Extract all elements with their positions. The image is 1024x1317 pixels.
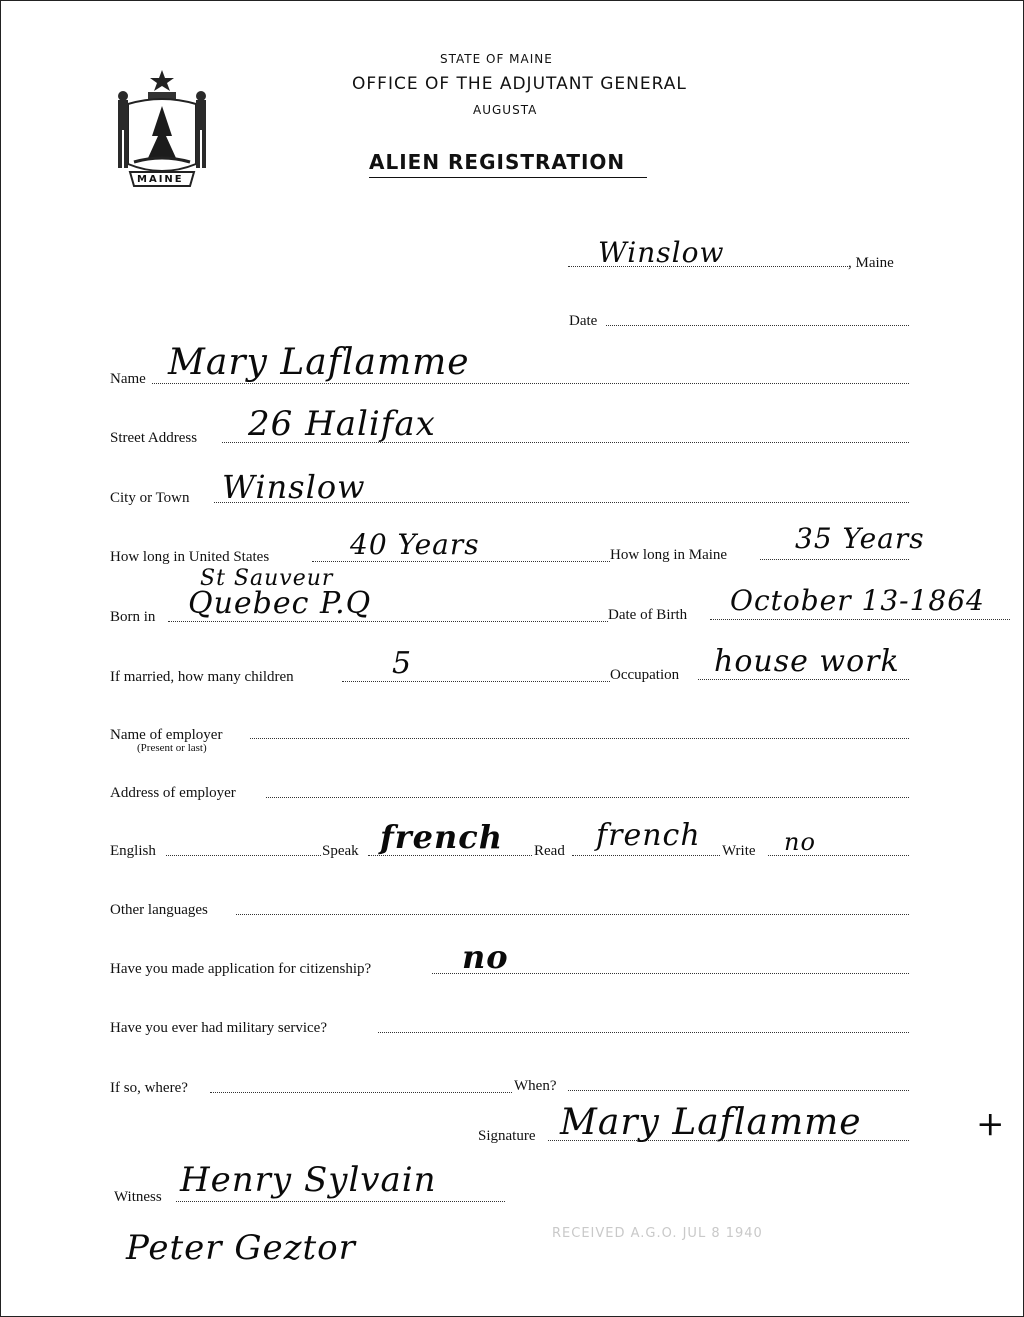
witness-line bbox=[176, 1201, 505, 1202]
signature-handwriting: Mary Laflamme bbox=[560, 1102, 862, 1143]
how-long-us-line bbox=[312, 561, 610, 562]
seal-banner-text: MAINE bbox=[137, 174, 184, 185]
received-stamp: RECEIVED A.G.O. JUL 8 1940 bbox=[552, 1226, 763, 1241]
employer-line bbox=[250, 738, 909, 739]
years-maine-handwriting: 35 Years bbox=[795, 522, 925, 555]
years-us-handwriting: 40 Years bbox=[350, 528, 480, 561]
citizenship-handwriting: no bbox=[462, 938, 509, 976]
city-heading: AUGUSTA bbox=[473, 103, 538, 117]
city-label: City or Town bbox=[110, 490, 190, 506]
occupation-handwriting: house work bbox=[714, 644, 900, 679]
read-label: Read bbox=[534, 843, 565, 859]
how-long-us-label: How long in United States bbox=[110, 549, 270, 565]
children-label: If married, how many children bbox=[110, 669, 294, 685]
witness1-handwriting: Henry Sylvain bbox=[180, 1160, 437, 1200]
children-handwriting: 5 bbox=[392, 646, 413, 681]
military-line bbox=[378, 1032, 909, 1033]
occupation-label: Occupation bbox=[610, 667, 680, 683]
birth-date-handwriting: October 13-1864 bbox=[730, 584, 985, 617]
occupation-line bbox=[698, 679, 909, 680]
witness-label: Witness bbox=[114, 1189, 162, 1205]
read-handwriting: french bbox=[596, 818, 701, 853]
if-so-where-label: If so, where? bbox=[110, 1080, 188, 1096]
name-handwriting: Mary Laflamme bbox=[168, 342, 470, 383]
born-in-label: Born in bbox=[110, 609, 156, 625]
office-heading: OFFICE OF THE ADJUTANT GENERAL bbox=[352, 74, 687, 94]
when-line bbox=[568, 1090, 909, 1091]
employer-label: Name of employer bbox=[110, 727, 223, 743]
date-of-birth-label: Date of Birth bbox=[608, 607, 688, 623]
town-handwriting: Winslow bbox=[598, 236, 725, 269]
how-long-maine-label: How long in Maine bbox=[610, 547, 728, 563]
citizenship-label: Have you made application for citizenship? bbox=[110, 961, 372, 977]
maine-label: , Maine bbox=[848, 255, 894, 271]
street-handwriting: 26 Halifax bbox=[248, 404, 436, 444]
date-of-birth-line bbox=[710, 619, 1010, 620]
military-label: Have you ever had military service? bbox=[110, 1020, 327, 1036]
date-line bbox=[606, 325, 909, 326]
speak-handwriting: french bbox=[380, 818, 503, 856]
employer-note: (Present or last) bbox=[137, 742, 207, 754]
employer-address-label: Address of employer bbox=[110, 785, 236, 801]
witness2-handwriting: Peter Geztor bbox=[126, 1228, 356, 1268]
signature-label: Signature bbox=[478, 1128, 536, 1144]
english-line bbox=[166, 855, 321, 856]
date-label: Date bbox=[569, 313, 598, 329]
english-label: English bbox=[110, 843, 156, 859]
employer-address-line bbox=[266, 797, 909, 798]
read-line bbox=[572, 855, 720, 856]
title-underline bbox=[369, 177, 647, 178]
state-heading: STATE OF MAINE bbox=[440, 52, 553, 66]
name-label: Name bbox=[110, 371, 146, 387]
how-long-maine-line bbox=[760, 559, 909, 560]
name-line bbox=[152, 383, 909, 384]
other-languages-label: Other languages bbox=[110, 902, 208, 918]
when-label: When? bbox=[514, 1078, 557, 1094]
write-label: Write bbox=[722, 843, 756, 859]
children-line bbox=[342, 681, 610, 682]
form-title: ALIEN REGISTRATION bbox=[369, 150, 626, 174]
if-so-where-line bbox=[210, 1092, 512, 1093]
born-place-upper-handwriting: St Sauveur bbox=[200, 566, 334, 591]
street-label: Street Address bbox=[110, 430, 198, 446]
write-handwriting: no bbox=[784, 828, 816, 856]
signature-mark: + bbox=[976, 1104, 1006, 1144]
other-languages-line bbox=[236, 914, 909, 915]
born-place-handwriting: Quebec P.Q bbox=[188, 586, 372, 621]
speak-label: Speak bbox=[322, 843, 359, 859]
city-handwriting: Winslow bbox=[222, 468, 366, 506]
born-in-line bbox=[168, 621, 608, 622]
